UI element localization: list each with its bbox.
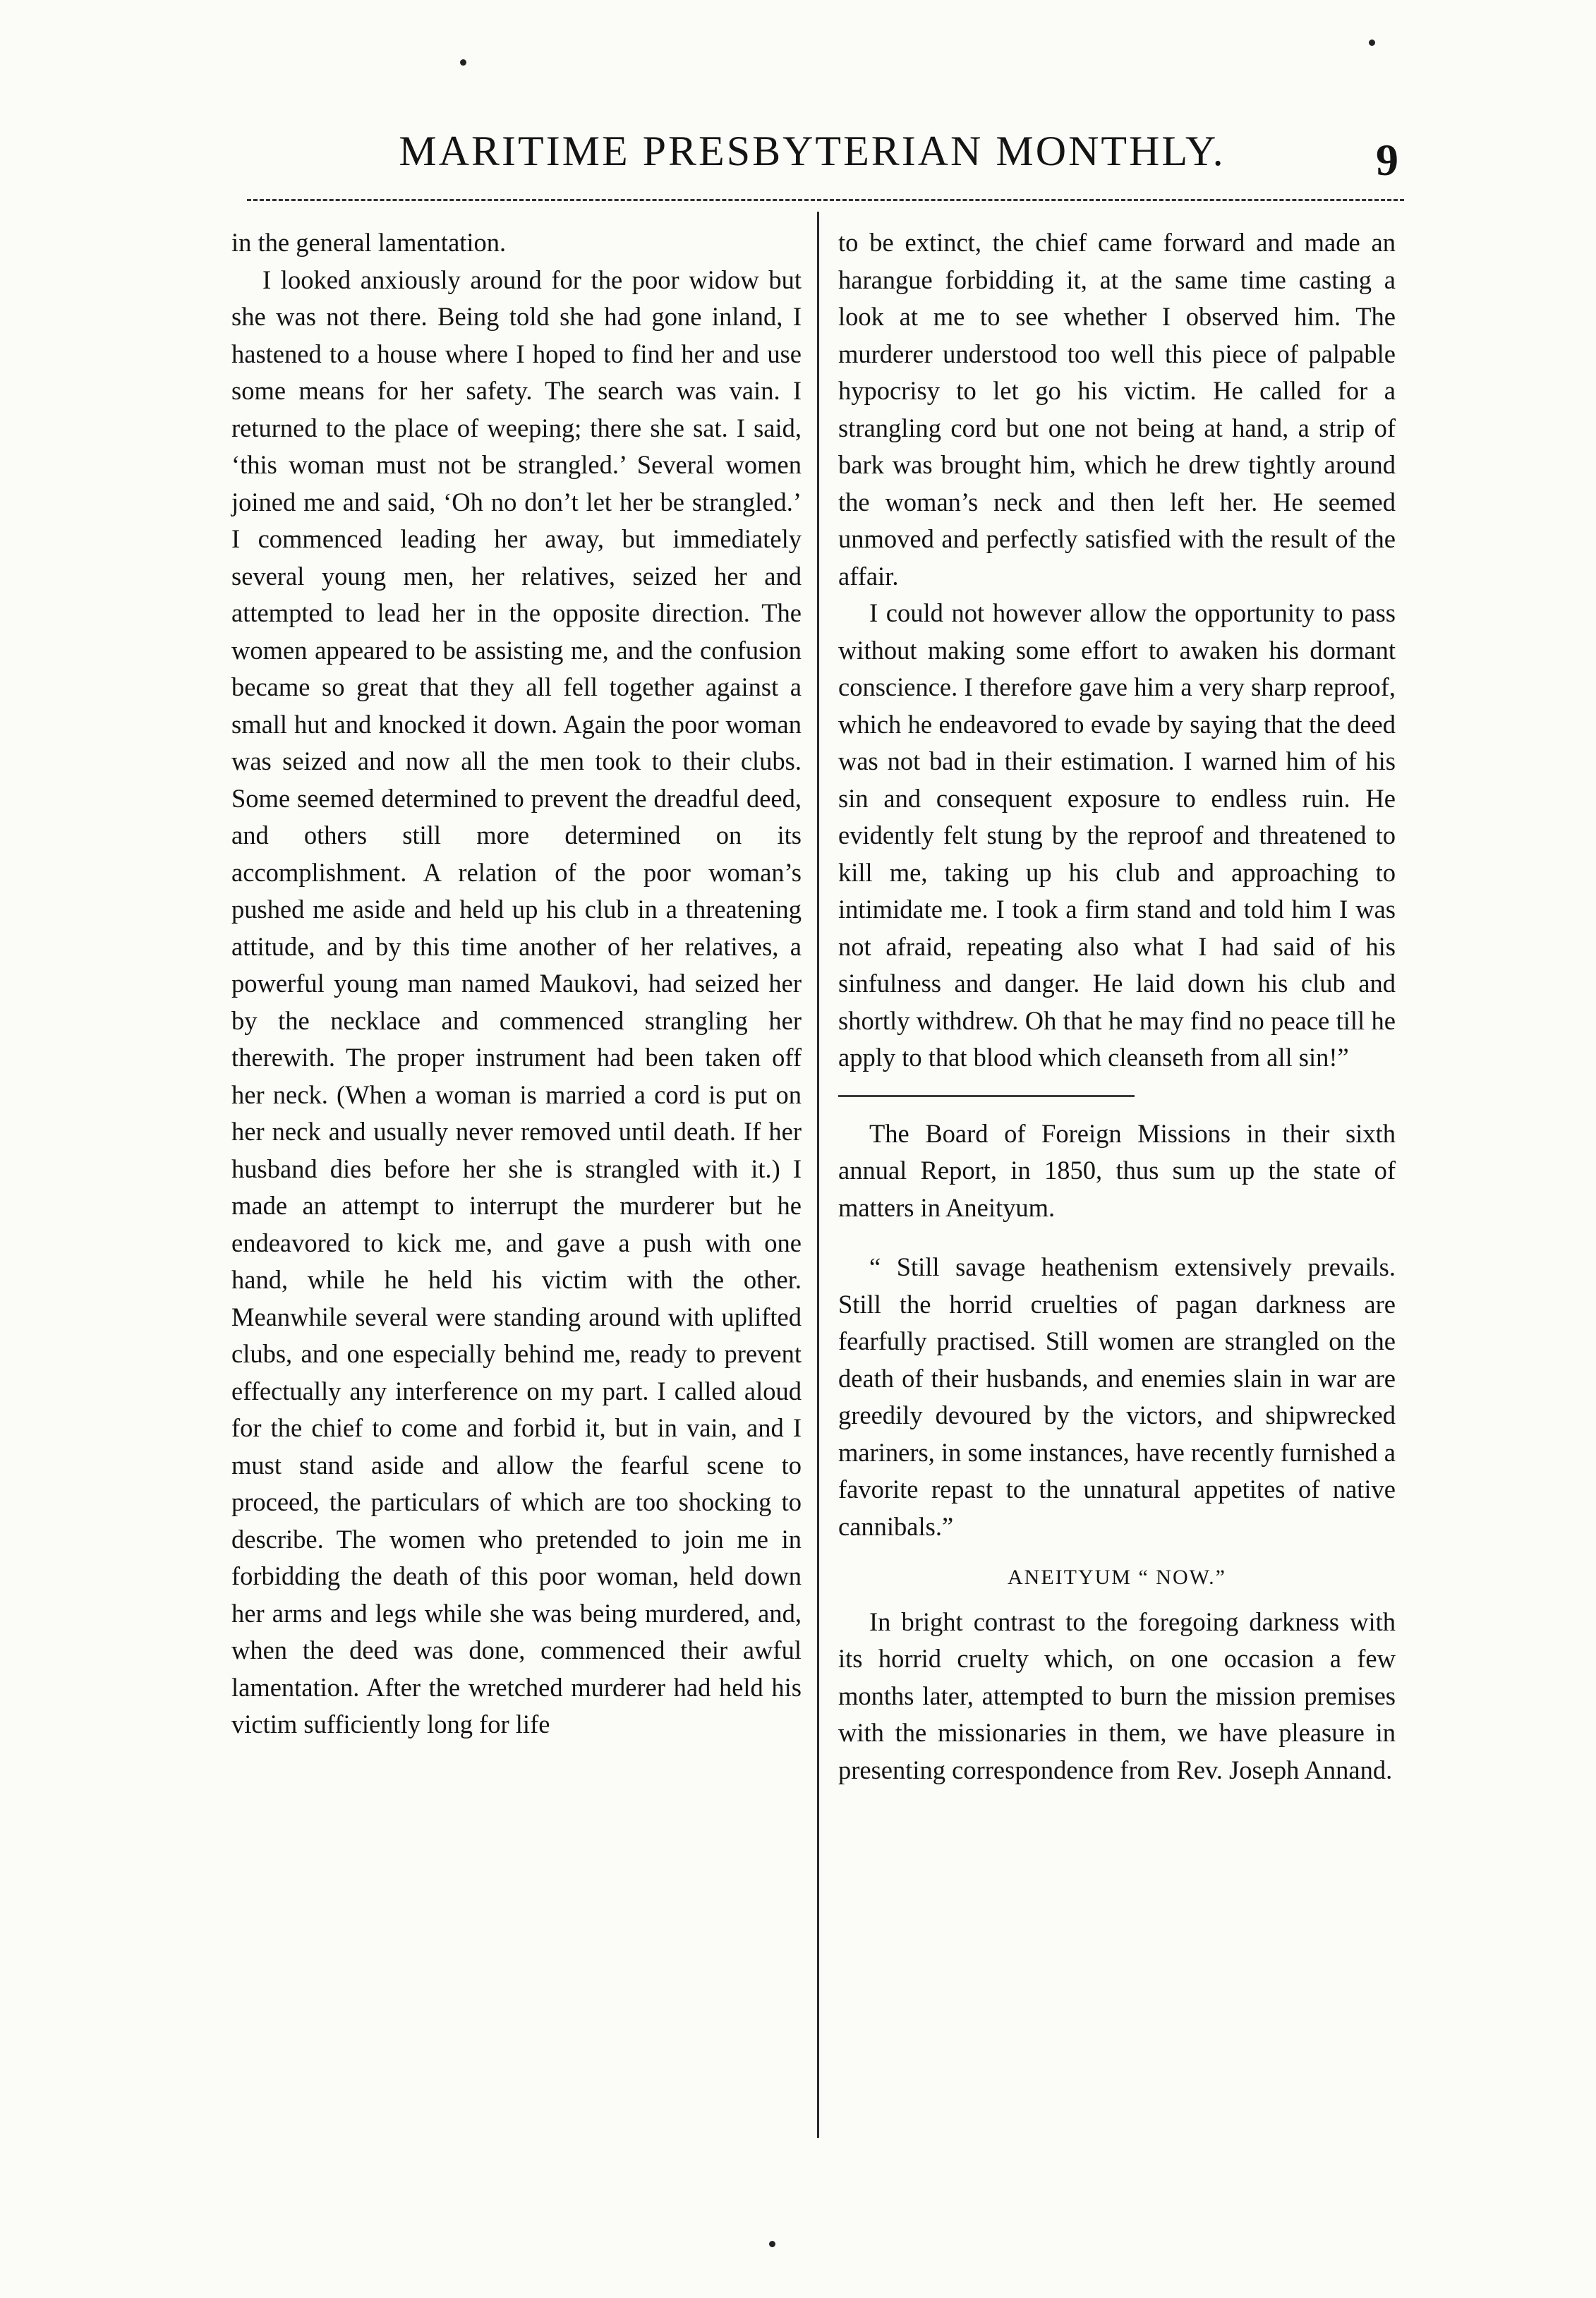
- column-divider: [817, 212, 819, 2138]
- page-number: 9: [1376, 135, 1398, 185]
- section-heading: ANEITYUM “ NOW.”: [1008, 1566, 1226, 1589]
- body-paragraph: The Board of Foreign Missions in their sixth annual Report, in 1850, thus sum up the state of matters in Aneityum.: [838, 1118, 1396, 1222]
- body-paragraph: I looked anxiously around for the poor widow but she was not there. Being told she had gone inland, I hastened to a house where I hoped to find her and use some means for her safety. The search was vain. I returned to the place of weeping; there she sat. I said, ‘this woman must not be strangled.’ Several women joined me and said, ‘Oh no don’t let her be strangled.’ I commenced leading her away, but immediately several young men, her relatives, seized her and attempted to lead her in the opposite direction. The women appeared to be assisting me, and the confusion became so great that they all fell together against a small hut and knocked it down. Again the poor woman was seized and now all the men took to their clubs. Some seemed determined to prevent the dreadful deed, and others still more determined on its accomplishment. A relation of the poor woman’s pushed me aside and held up his club in a threatening attitude, and by this time another of her relatives, a powerful young man named Maukovi, had seized her by the necklace and commenced strangling her therewith. The proper instrument had been taken off her neck. (When a woman is married a cord is put on her neck and usually never removed until death. If her husband dies before her she is strangled with it.) I made an attempt to interrupt the murderer but he endeavored to kick me, and gave a push with one hand, while he held his victim with the other. Meanwhile several were standing around with uplifted clubs, and one especially behind me, ready to prevent effectually any interference on my part. I called aloud for the chief to come and forbid it, but in vain, and I must stand aside and allow the fearful scene to proceed, the particulars of which are too shocking to describe. The women who pretended to join me in forbidding the death of this poor woman, held down her arms and legs while she was being murdered, and, when the deed was done, commenced their awful lamentation. After the wretched murderer had held his victim sufficiently long for life: [231, 265, 802, 1738]
- section-rule: [838, 1095, 1135, 1097]
- left-column: [231, 224, 802, 1743]
- body-paragraph: I could not however allow the opportunity to pass without making some effort to awaken his dormant conscience. I therefore gave him a very sharp reproof, which he endeavored to evade by saying that the deed was not bad in their estimation. I warned him of his sin and consequent exposure to endless ruin. He evidently felt stung by the reproof and threatened to kill me, taking up his club and approaching to intimidate me. I took a firm stand and told him I was not afraid, repeating also what I had said of his sinfulness and danger. He laid down his club and shortly withdrew. Oh that he may find no peace till he apply to that blood which cleanseth from all sin!”: [838, 598, 1396, 1072]
- header-rule: [247, 199, 1404, 201]
- continued-paragraph: in the general lamentation.: [231, 228, 507, 257]
- body-paragraph: In bright contrast to the foregoing darkness with its horrid cruelty which, on one occasion a few months later, attempted to burn the mission premises with the missionaries in them, we have pleasure in presenting correspondence from Rev. Joseph Annand.: [838, 1607, 1396, 1784]
- print-speck: [769, 2241, 775, 2247]
- print-speck: [1369, 40, 1375, 46]
- quoted-paragraph: “ Still savage heathenism extensively prevails. Still the horrid cruelties of pagan darkness are fearfully practised. Still women are strangled on the death of their husbands, and enemies slain in war are greedily devoured by the victors, and shipwrecked mariners, in some instances, have recently furnished a favorite repast to the unnatural appetites of native cannibals.”: [838, 1252, 1396, 1541]
- right-column: [838, 224, 1396, 1789]
- running-title: MARITIME PRESBYTERIAN MONTHLY.: [399, 128, 1226, 174]
- body-paragraph: to be extinct, the chief came forward and made an harangue forbidding it, at the same time casting a look at me to see whether I observed him. The murderer understood too well this piece of palpable hypocrisy to let go his victim. He called for a strangling cord but one not being at hand, a strip of bark was brought him, which he drew tightly around the woman’s neck and then left her. He seemed unmoved and perfectly satisfied with the result of the affair.: [838, 228, 1396, 591]
- print-speck: [460, 59, 466, 66]
